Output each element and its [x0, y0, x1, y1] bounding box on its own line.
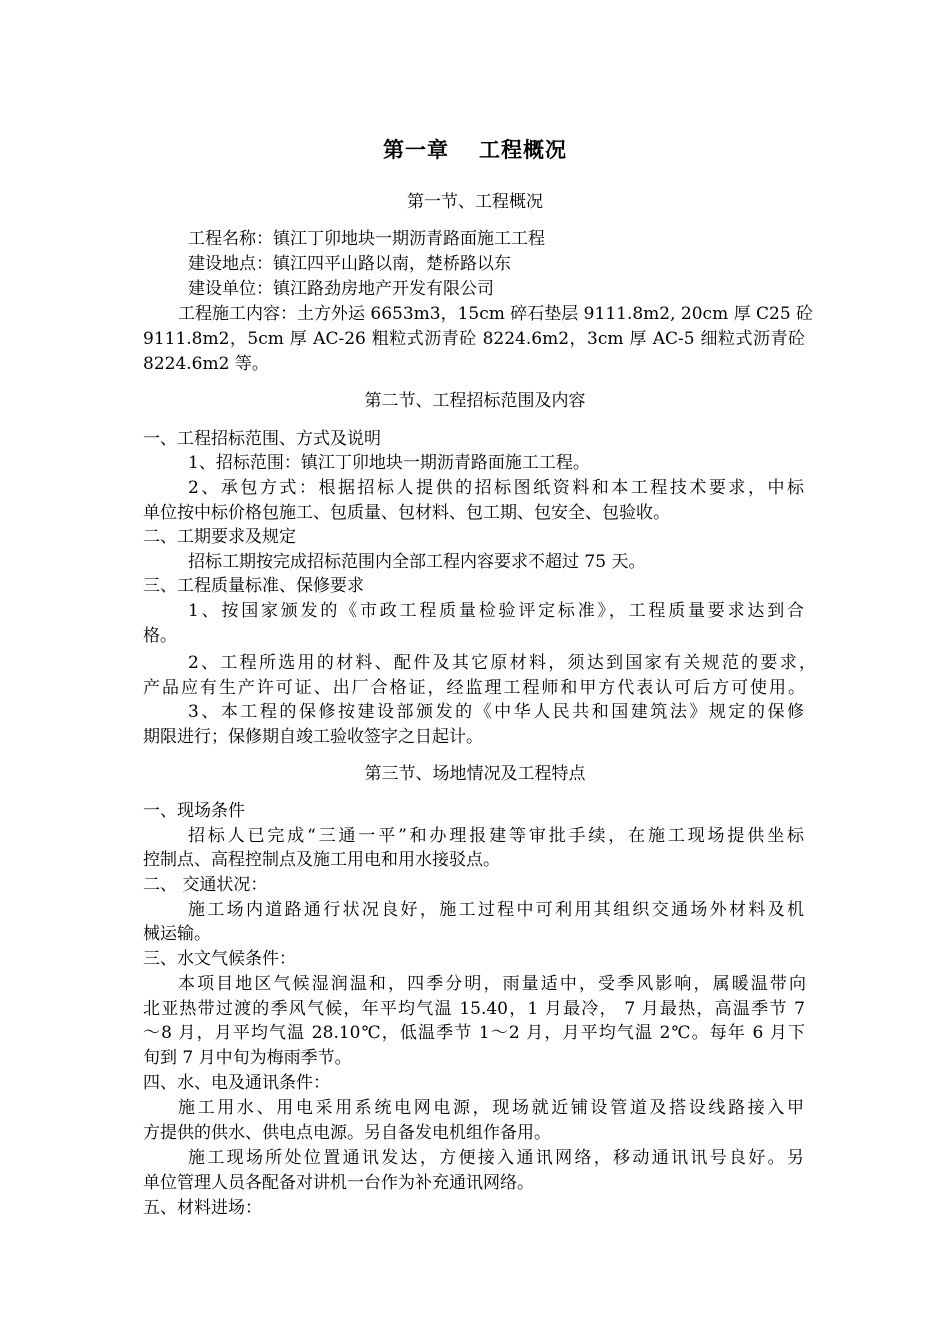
chapter-title [0, 138, 950, 162]
paragraph-line: 本项目地区气候湿润温和，四季分明，雨量适中，受季风影响，属暖温带向 [178, 974, 806, 994]
paragraph-line: 一、现场条件 [143, 801, 245, 821]
paragraph-line: 单位管理人员各配备对讲机一台作为补充通讯网络。 [143, 1173, 534, 1193]
paragraph-line: 招标工期按完成招标范围内全部工程内容要求不超过 75 天。 [188, 552, 646, 572]
paragraph-line: 一、工程招标范围、方式及说明 [143, 429, 381, 449]
paragraph-line: 产品应有生产许可证、出厂合格证，经监理工程师和甲方代表认可后方可使用。 [143, 678, 805, 698]
paragraph-line: 械运输。 [143, 924, 211, 944]
paragraph-line: 建设单位：镇江路劲房地产开发有限公司 [188, 279, 494, 299]
paragraph-line: 五、材料进场： [143, 1198, 262, 1218]
paragraph-line: 3、本工程的保修按建设部颁发的《中华人民共和国建筑法》规定的保修 [188, 702, 804, 722]
section-heading: 第三节、场地情况及工程特点 [364, 764, 586, 784]
paragraph-line: 2、承包方式：根据招标人提供的招标图纸资料和本工程技术要求，中标 [188, 478, 804, 498]
paragraph-line: 北亚热带过渡的季风气候，年平均气温 15.40，1 月最冷， 7 月最热，高温季节 7 [143, 999, 805, 1019]
paragraph-line: 四、水、电及通讯条件： [143, 1073, 330, 1093]
paragraph-line: 旬到 7 月中旬为梅雨季节。 [143, 1048, 352, 1068]
paragraph-line: 二、工期要求及规定 [143, 527, 296, 547]
paragraph-line: 1、招标范围：镇江丁卯地块一期沥青路面施工工程。 [188, 453, 590, 473]
paragraph-line: 工程施工内容：土方外运 6653m3，15cm 碎石垫层 9111.8m2, 20cm 厚 C25 砼 [178, 304, 814, 324]
paragraph-line: 三、水文气候条件： [143, 949, 296, 969]
paragraph-line: ～8 月，月平均气温 28.10℃，低温季节 1～2 月，月平均气温 2℃。每年 6 月下 [143, 1023, 805, 1043]
paragraph-line: 格。 [143, 626, 177, 646]
paragraph-line: 8224.6m2 等。 [143, 354, 269, 374]
paragraph-line: 三、工程质量标准、保修要求 [143, 576, 364, 596]
paragraph-line: 9111.8m2，5cm 厚 AC-26 粗粒式沥青砼 8224.6m2，3cm 厚 AC-5 细粒式沥青砼 [143, 329, 805, 349]
section-heading: 第二节、工程招标范围及内容 [364, 391, 586, 411]
paragraph-line: 单位按中标价格包施工、包质量、包材料、包工期、包安全、包验收。 [143, 503, 670, 523]
paragraph-line: 1、按国家颁发的《市政工程质量检验评定标准》，工程质量要求达到合 [188, 601, 804, 621]
chapter-number: 第一章 [383, 137, 449, 162]
paragraph-line: 施工场内道路通行状况良好，施工过程中可利用其组织交通场外材料及机 [188, 900, 804, 920]
chapter-name: 工程概况 [479, 137, 567, 162]
paragraph-line: 建设地点：镇江四平山路以南，楚桥路以东 [188, 254, 511, 274]
paragraph-line: 期限进行；保修期自竣工验收签字之日起计。 [143, 727, 483, 747]
paragraph-line: 工程名称：镇江丁卯地块一期沥青路面施工工程 [188, 229, 545, 249]
paragraph-line: 控制点、高程控制点及施工用电和用水接驳点。 [143, 850, 500, 870]
paragraph-line: 方提供的供水、供电点电源。另自备发电机组作备用。 [143, 1123, 551, 1143]
paragraph-line: 施工用水、用电采用系统电网电源，现场就近铺设管道及搭设线路接入甲 [178, 1098, 804, 1118]
paragraph-line: 招标人已完成“三通一平”和办理报建等审批手续，在施工现场提供坐标 [188, 826, 804, 846]
paragraph-line: 二、 交通状况： [143, 875, 268, 895]
paragraph-line: 施工现场所处位置通讯发达，方便接入通讯网络，移动通讯讯号良好。另 [188, 1148, 804, 1168]
section-heading: 第一节、工程概况 [407, 192, 543, 212]
paragraph-line: 2、工程所选用的材料、配件及其它原材料，须达到国家有关规范的要求， [188, 653, 816, 673]
